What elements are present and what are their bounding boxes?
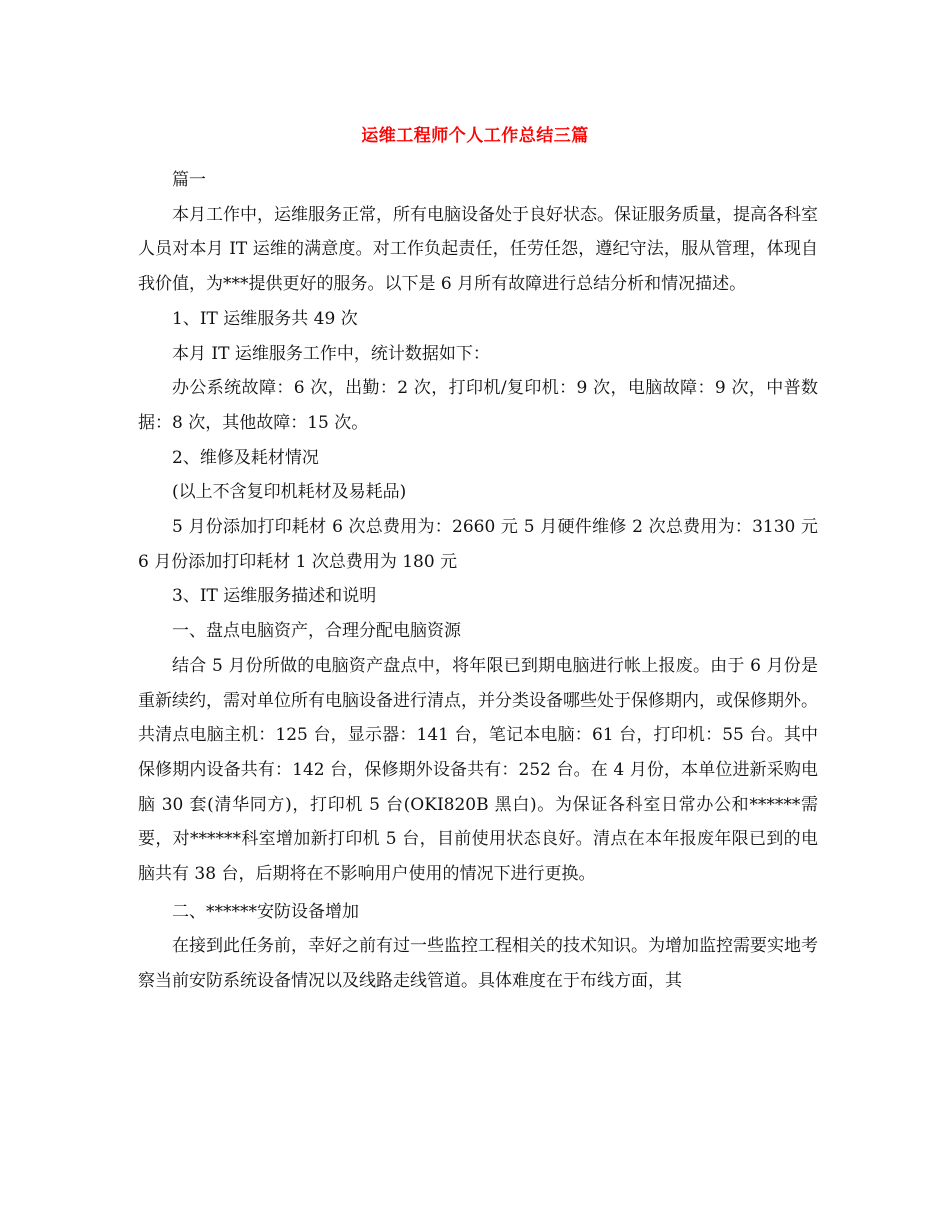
paragraph-note-exclusions: (以上不含复印机耗材及易耗品) [172, 482, 407, 503]
paragraph-intro: 本月工作中，运维服务正常，所有电脑设备处于良好状态。保证服务质量，提高各科室人员对本月 IT 运维的满意度。对工作负起责任，任劳任怨，遵纪守法，服从管理，体现自我价值，为***提供更好的服务。以下是 6 月所有故障进行总结分析和情况描述。 [138, 204, 818, 295]
document-body [138, 163, 818, 999]
paragraph-fault-statistics: 办公系统故障：6 次，出勤：2 次，打印机/复印机：9 次，电脑故障：9 次，中普数据：8 次，其他故障：15 次。 [138, 378, 818, 433]
paragraph-statistics-intro: 本月 IT 运维服务工作中，统计数据如下： [172, 343, 490, 364]
heading-it-service-count: 1、IT 运维服务共 49 次 [172, 308, 358, 329]
paragraph-asset-inventory: 结合 5 月份所做的电脑资产盘点中，将年限已到期电脑进行帐上报废。由于 6 月份是重新续约，需对单位所有电脑设备进行清点，并分类设备哪些处于保修期内，或保修期外。共清点电脑主机：125 台，显示器：141 台，笔记本电脑：61 台，打印机：55 台。其中保修期内设备共有：142 台，保修期外设备共有：252 台。在 4 月份，本单位进新采购电脑 30 套(清华同方)，打印机 5 台(OKI820B 黑白)。为保证各科室日常办公和******需要，对******科室增加新打印机 5 台，目前使用状态良好。清点在本年报废年限已到的电脑共有 38 台，后期将在不影响用户使用的情况下进行更换。 [138, 655, 818, 885]
section-heading-part-one: 篇一 [172, 170, 206, 190]
subheading-security-equipment: 二、******安防设备增加 [172, 901, 359, 922]
paragraph-cost-summary: 5 月份添加打印耗材 6 次总费用为：2660 元 5 月硬件维修 2 次总费用为：3130 元 6 月份添加打印耗材 1 次总费用为 180 元 [138, 517, 818, 572]
paragraph-security-equipment: 在接到此任务前，幸好之前有过一些监控工程相关的技术知识。为增加监控需要实地考察当前安防系统设备情况以及线路走线管道。具体难度在于布线方面，其 [138, 936, 818, 992]
subheading-asset-inventory: 一、盘点电脑资产，合理分配电脑资源 [172, 621, 461, 642]
document-title: 运维工程师个人工作总结三篇 [361, 126, 589, 146]
heading-repair-consumables: 2、维修及耗材情况 [172, 447, 319, 468]
heading-service-description: 3、IT 运维服务描述和说明 [172, 586, 377, 607]
